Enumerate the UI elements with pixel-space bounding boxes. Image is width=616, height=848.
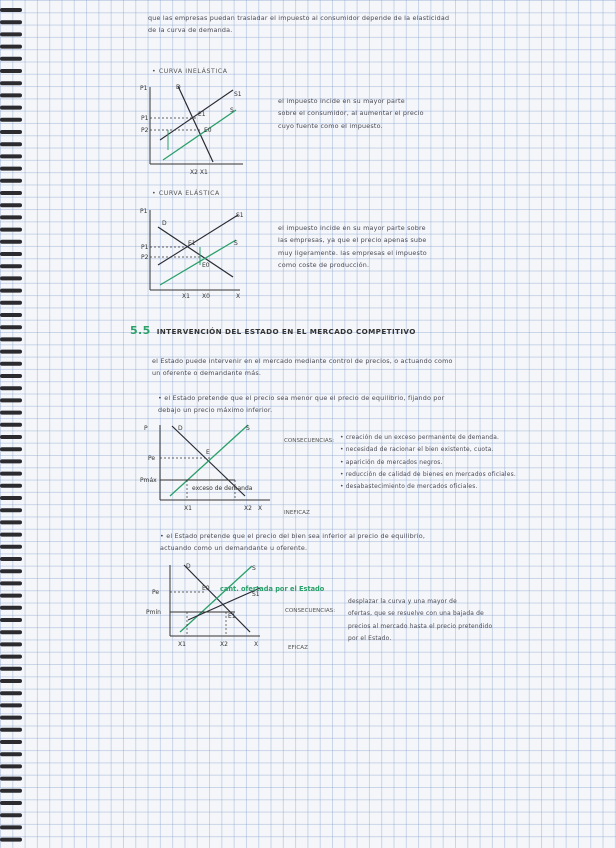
min-consequences-label: CONSECUENCIAS: xyxy=(285,608,336,614)
min-x2: X2 xyxy=(220,641,228,648)
spiral-ring xyxy=(0,167,22,171)
spiral-ring xyxy=(0,313,22,317)
max-consequences xyxy=(340,432,516,493)
max-axis-p: P xyxy=(144,425,148,432)
inelastic-title: • CURVA INELÁSTICA xyxy=(152,68,228,75)
spiral-ring xyxy=(0,191,22,195)
min-price-bullet-line: actuando como un demandante u oferente. xyxy=(160,544,308,553)
spiral-ring xyxy=(0,142,22,146)
spiral-ring xyxy=(0,57,22,61)
spiral-ring xyxy=(0,740,22,744)
inelastic-p1: P1 xyxy=(141,115,149,122)
spiral-ring xyxy=(0,472,22,476)
spiral-ring xyxy=(0,703,22,707)
spiral-ring xyxy=(0,508,22,512)
min-s: S xyxy=(252,565,256,572)
spiral-ring xyxy=(0,642,22,646)
min-d: D xyxy=(186,563,191,570)
spiral-ring xyxy=(0,813,22,817)
max-shortage: exceso de demanda xyxy=(192,485,253,492)
elastic-note xyxy=(278,222,427,271)
spiral-ring xyxy=(0,789,22,793)
spiral-ring xyxy=(0,594,22,598)
spiral-ring xyxy=(0,411,22,415)
spiral-ring xyxy=(0,69,22,73)
state-text-line: el Estado puede intervenir en el mercado mediante control de precios, o actuando como xyxy=(152,357,453,365)
elastic-note-line: las empresas, ya que el precio apenas sube xyxy=(278,236,427,245)
spiral-ring xyxy=(0,45,22,49)
elastic-s1: S1 xyxy=(236,212,244,219)
min-consequence: ofertas, que se resuelve con una bajada de xyxy=(348,611,484,618)
elastic-title: • CURVA ELÁSTICA xyxy=(152,190,220,197)
max-consequence: • reducción de calidad de bienes en mercados oficiales. xyxy=(340,471,516,478)
spiral-ring xyxy=(0,374,22,378)
min-e1: E1 xyxy=(228,613,236,620)
spiral-ring xyxy=(0,386,22,390)
elastic-x0: X0 xyxy=(202,293,210,300)
spiral-ring xyxy=(0,203,22,207)
spiral-ring xyxy=(0,447,22,451)
spiral-ring xyxy=(0,32,22,36)
elastic-note-line: como coste de producción. xyxy=(278,260,370,269)
spiral-ring xyxy=(0,398,22,402)
max-consequence: • creación de un exceso permanente de demanda. xyxy=(340,435,500,441)
spiral-ring xyxy=(0,264,22,268)
spiral-ring xyxy=(0,93,22,97)
min-e0: E0 xyxy=(202,585,210,592)
spiral-ring xyxy=(0,118,22,122)
section-number: 5.5 xyxy=(130,324,151,337)
inelastic-axis-p: P1 xyxy=(140,85,148,92)
min-footer: EFICAZ xyxy=(288,645,308,651)
spiral-ring xyxy=(0,752,22,756)
max-consequence: • aparición de mercados negros. xyxy=(340,459,443,466)
spiral-ring xyxy=(0,81,22,85)
inelastic-e1: E1 xyxy=(198,111,206,118)
max-price-bullet-line: debajo un precio máximo inferior. xyxy=(158,406,273,415)
spiral-ring xyxy=(0,276,22,280)
min-price-graph xyxy=(140,560,270,655)
spiral-ring xyxy=(0,630,22,634)
elastic-p2: P2 xyxy=(141,254,149,261)
inelastic-p2: P2 xyxy=(141,127,149,134)
spiral-ring xyxy=(0,716,22,720)
spiral-ring xyxy=(0,606,22,610)
inelastic-note-line: cuyo fuente como el impuesto. xyxy=(278,121,383,130)
min-pmin: Pmín xyxy=(146,609,161,616)
spiral-ring xyxy=(0,728,22,732)
spiral-ring xyxy=(0,557,22,561)
max-footer: INEFICAZ xyxy=(284,510,310,516)
max-consequences-label: CONSECUENCIAS: xyxy=(284,438,335,444)
max-x: X xyxy=(258,505,263,512)
spiral-ring xyxy=(0,801,22,805)
spiral-ring xyxy=(0,337,22,341)
min-offered-label: cant. ofertada por el Estado xyxy=(220,585,325,593)
max-pmax: Pmáx xyxy=(140,477,157,484)
spiral-ring xyxy=(0,581,22,585)
state-text-line: un oferente o demandante más. xyxy=(152,369,262,378)
spiral-ring xyxy=(0,520,22,524)
spiral-ring xyxy=(0,252,22,256)
spiral-ring xyxy=(0,179,22,183)
inelastic-s1: S1 xyxy=(234,91,242,98)
spiral-ring xyxy=(0,423,22,427)
inelastic-graph xyxy=(138,82,248,177)
elastic-graph xyxy=(138,205,248,305)
max-price-bullet xyxy=(158,392,445,417)
spiral-ring xyxy=(0,764,22,768)
spiral-ring xyxy=(0,484,22,488)
spiral-ring xyxy=(0,240,22,244)
spiral-ring xyxy=(0,777,22,781)
max-price-bullet-line: • el Estado pretende que el precio sea menor que el precio de equilibrio, fijando por xyxy=(158,394,445,402)
inelastic-note-line: el impuesto incide en su mayor parte xyxy=(278,97,405,105)
inelastic-note xyxy=(278,95,424,132)
section-title xyxy=(130,324,416,337)
elastic-e1: E1 xyxy=(188,240,196,247)
max-s: S xyxy=(246,425,250,432)
max-e: E xyxy=(206,449,210,456)
min-x: X xyxy=(254,641,259,648)
max-price-graph xyxy=(140,420,280,520)
min-consequences xyxy=(348,596,492,645)
min-price-bullet xyxy=(160,530,425,555)
max-consequence: • necesidad de racionar el bien existente, cuota. xyxy=(340,447,494,454)
spiral-ring xyxy=(0,569,22,573)
spiral-ring xyxy=(0,533,22,537)
spiral-ring xyxy=(0,228,22,232)
min-consequence: precios al mercado hasta el precio pretendido xyxy=(348,623,493,630)
spiral-ring xyxy=(0,435,22,439)
spiral-ring xyxy=(0,350,22,354)
spiral-ring xyxy=(0,825,22,829)
spiral-ring xyxy=(0,325,22,329)
elastic-x1: X1 xyxy=(182,293,190,300)
spiral-ring xyxy=(0,301,22,305)
inelastic-note-line: sobre el consumidor, al aumentar el precio xyxy=(278,109,424,118)
max-pe: Pe xyxy=(148,455,156,462)
spiral-ring xyxy=(0,545,22,549)
min-x1: X1 xyxy=(178,641,186,648)
spiral-ring xyxy=(0,289,22,293)
elastic-e0: E0 xyxy=(202,262,210,269)
max-x2: X2 xyxy=(244,505,252,512)
spiral-ring xyxy=(0,618,22,622)
elastic-d: D xyxy=(162,220,167,227)
elastic-x: X xyxy=(236,293,241,300)
min-s1: S1 xyxy=(252,591,260,598)
spiral-ring xyxy=(0,106,22,110)
min-consequence: por el Estado. xyxy=(348,635,392,642)
max-d: D xyxy=(178,425,183,432)
min-price-bullet-line: • el Estado pretende que el precio del bien sea inferior al precio de equilibrio, xyxy=(160,532,426,540)
spiral-ring xyxy=(0,20,22,24)
spiral-ring xyxy=(0,655,22,659)
spiral-ring xyxy=(0,679,22,683)
spiral-ring xyxy=(0,691,22,695)
spiral-ring xyxy=(0,154,22,158)
spiral-ring xyxy=(0,459,22,463)
spiral-ring xyxy=(0,362,22,366)
spiral-binding xyxy=(0,0,26,848)
elastic-axis-p: P1 xyxy=(140,208,148,215)
inelastic-d: D xyxy=(176,84,181,91)
intro-line-2: de la curva de demanda. xyxy=(148,26,233,35)
intro-text xyxy=(148,12,449,37)
max-consequence: • desabastecimiento de mercados oficiales. xyxy=(340,484,478,491)
elastic-note-line: muy ligeramente. las empresas el impuesto xyxy=(278,248,427,257)
spiral-ring xyxy=(0,215,22,219)
intro-line-1: que las empresas puedan trasladar el impuesto al consumidor depende de la elasticidad xyxy=(148,14,450,22)
min-consequence: desplazar la curva y una mayor de xyxy=(348,599,457,605)
spiral-ring xyxy=(0,667,22,671)
max-x1: X1 xyxy=(184,505,192,512)
elastic-note-line: el impuesto incide en su mayor parte sobre xyxy=(278,224,426,232)
inelastic-s: S xyxy=(230,107,234,114)
elastic-s: S xyxy=(234,240,238,247)
spiral-ring xyxy=(0,130,22,134)
min-pe: Pe xyxy=(152,589,160,596)
inelastic-q: X2 X1 xyxy=(190,169,208,176)
elastic-p1: P1 xyxy=(141,244,149,251)
section-heading: INTERVENCIÓN DEL ESTADO EN EL MERCADO COMPETITIVO xyxy=(156,327,416,336)
state-text xyxy=(152,355,453,380)
spiral-ring xyxy=(0,496,22,500)
spiral-ring xyxy=(0,8,22,12)
spiral-ring xyxy=(0,838,22,842)
inelastic-e0: E0 xyxy=(204,127,212,134)
